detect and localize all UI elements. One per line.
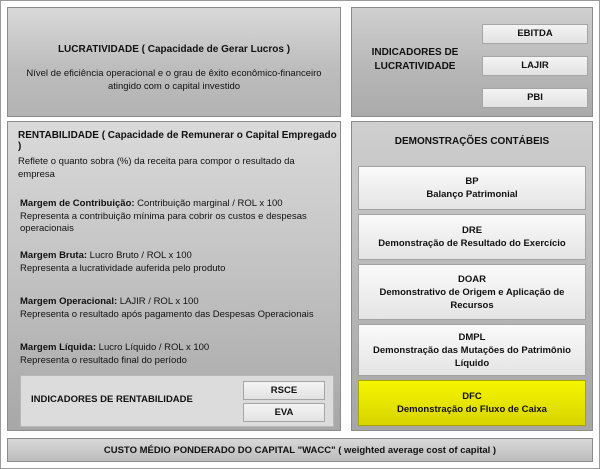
card-abbr: BP [465,176,479,187]
lucratividade-description: Nível de eficiência operacional e o grau de êxito econômico-financeiro atingido com o capital investido [26,68,322,92]
item-label: Margem Operacional: [20,296,118,307]
dmpl-card[interactable] [358,324,586,376]
lucratividade-panel [7,7,341,117]
card-name: Demonstrativo de Origem e Aplicação de Recursos [379,286,565,311]
rentabilidade-description: Reflete o quanto sobra (%) da receita para compor o resultado da empresa [18,156,295,180]
indicadores-rentabilidade-title: INDICADORES DE RENTABILIDADE [31,394,193,405]
item-label: Margem Bruta: [20,250,88,261]
item-description: Representa o resultado final do período [20,354,187,366]
margem-operacional-item [20,296,335,321]
card-abbr: DRE [461,225,483,236]
card-name: Demonstração do Fluxo de Caixa [397,404,547,415]
item-description: Representa a lucratividade auferida pelo produto [20,262,226,274]
demonstracoes-title: DEMONSTRAÇÕES CONTÁBEIS [394,136,550,147]
card-name: Balanço Patrimonial [426,189,518,200]
margem-liquida-item [20,342,335,367]
margem-bruta-item [20,250,335,275]
lucratividade-title: LUCRATIVIDADE ( Capacidade de Gerar Lucros ) [57,44,291,55]
indicadores-lucratividade-title: INDICADORES DE LUCRATIVIDADE [371,47,459,72]
pbi-button[interactable]: PBI [482,88,588,108]
item-formula: LAJIR / ROL x 100 [117,296,199,307]
indicadores-rentabilidade-box [20,375,334,427]
doar-card[interactable] [358,264,586,320]
bp-card[interactable] [358,166,586,210]
card-abbr: DOAR [458,273,486,285]
card-name: Demonstração de Resultado do Exercício [378,238,566,249]
demonstracoes-panel [351,121,593,431]
card-name: Demonstração das Mutações do Patrimônio Líquido [373,344,571,369]
lajir-button[interactable]: LAJIR [482,56,588,76]
dre-card[interactable] [358,214,586,260]
margem-contribuicao-item [20,198,335,236]
eva-button[interactable]: EVA [243,403,325,422]
item-formula: Lucro Líquido / ROL x 100 [96,342,210,353]
item-description: Representa o resultado após pagamento das Despesas Operacionais [20,308,314,320]
rentabilidade-title: RENTABILIDADE ( Capacidade de Remunerar o Capital Empregado ) [18,130,337,152]
ebitda-button[interactable]: EBITDA [482,24,588,44]
card-abbr: DFC [462,391,482,402]
wacc-text: CUSTO MÉDIO PONDERADO DO CAPITAL "WACC" ( weighted average cost of capital ) [103,445,497,456]
rentabilidade-panel [7,121,341,431]
wacc-bar [7,438,593,462]
item-formula: Lucro Bruto / ROL x 100 [87,250,192,261]
indicadores-lucratividade-panel [351,7,593,117]
rsce-button[interactable]: RSCE [243,381,325,400]
card-abbr: DMPL [458,331,486,343]
item-label: Margem Líquida: [20,342,97,353]
item-formula: Contribuição marginal / ROL x 100 [134,198,283,209]
item-description: Representa a contribuição mínima para cobrir os custos e despesas operacionais [20,210,307,234]
item-label: Margem de Contribuição: [20,198,135,209]
dfc-card[interactable] [358,380,586,426]
